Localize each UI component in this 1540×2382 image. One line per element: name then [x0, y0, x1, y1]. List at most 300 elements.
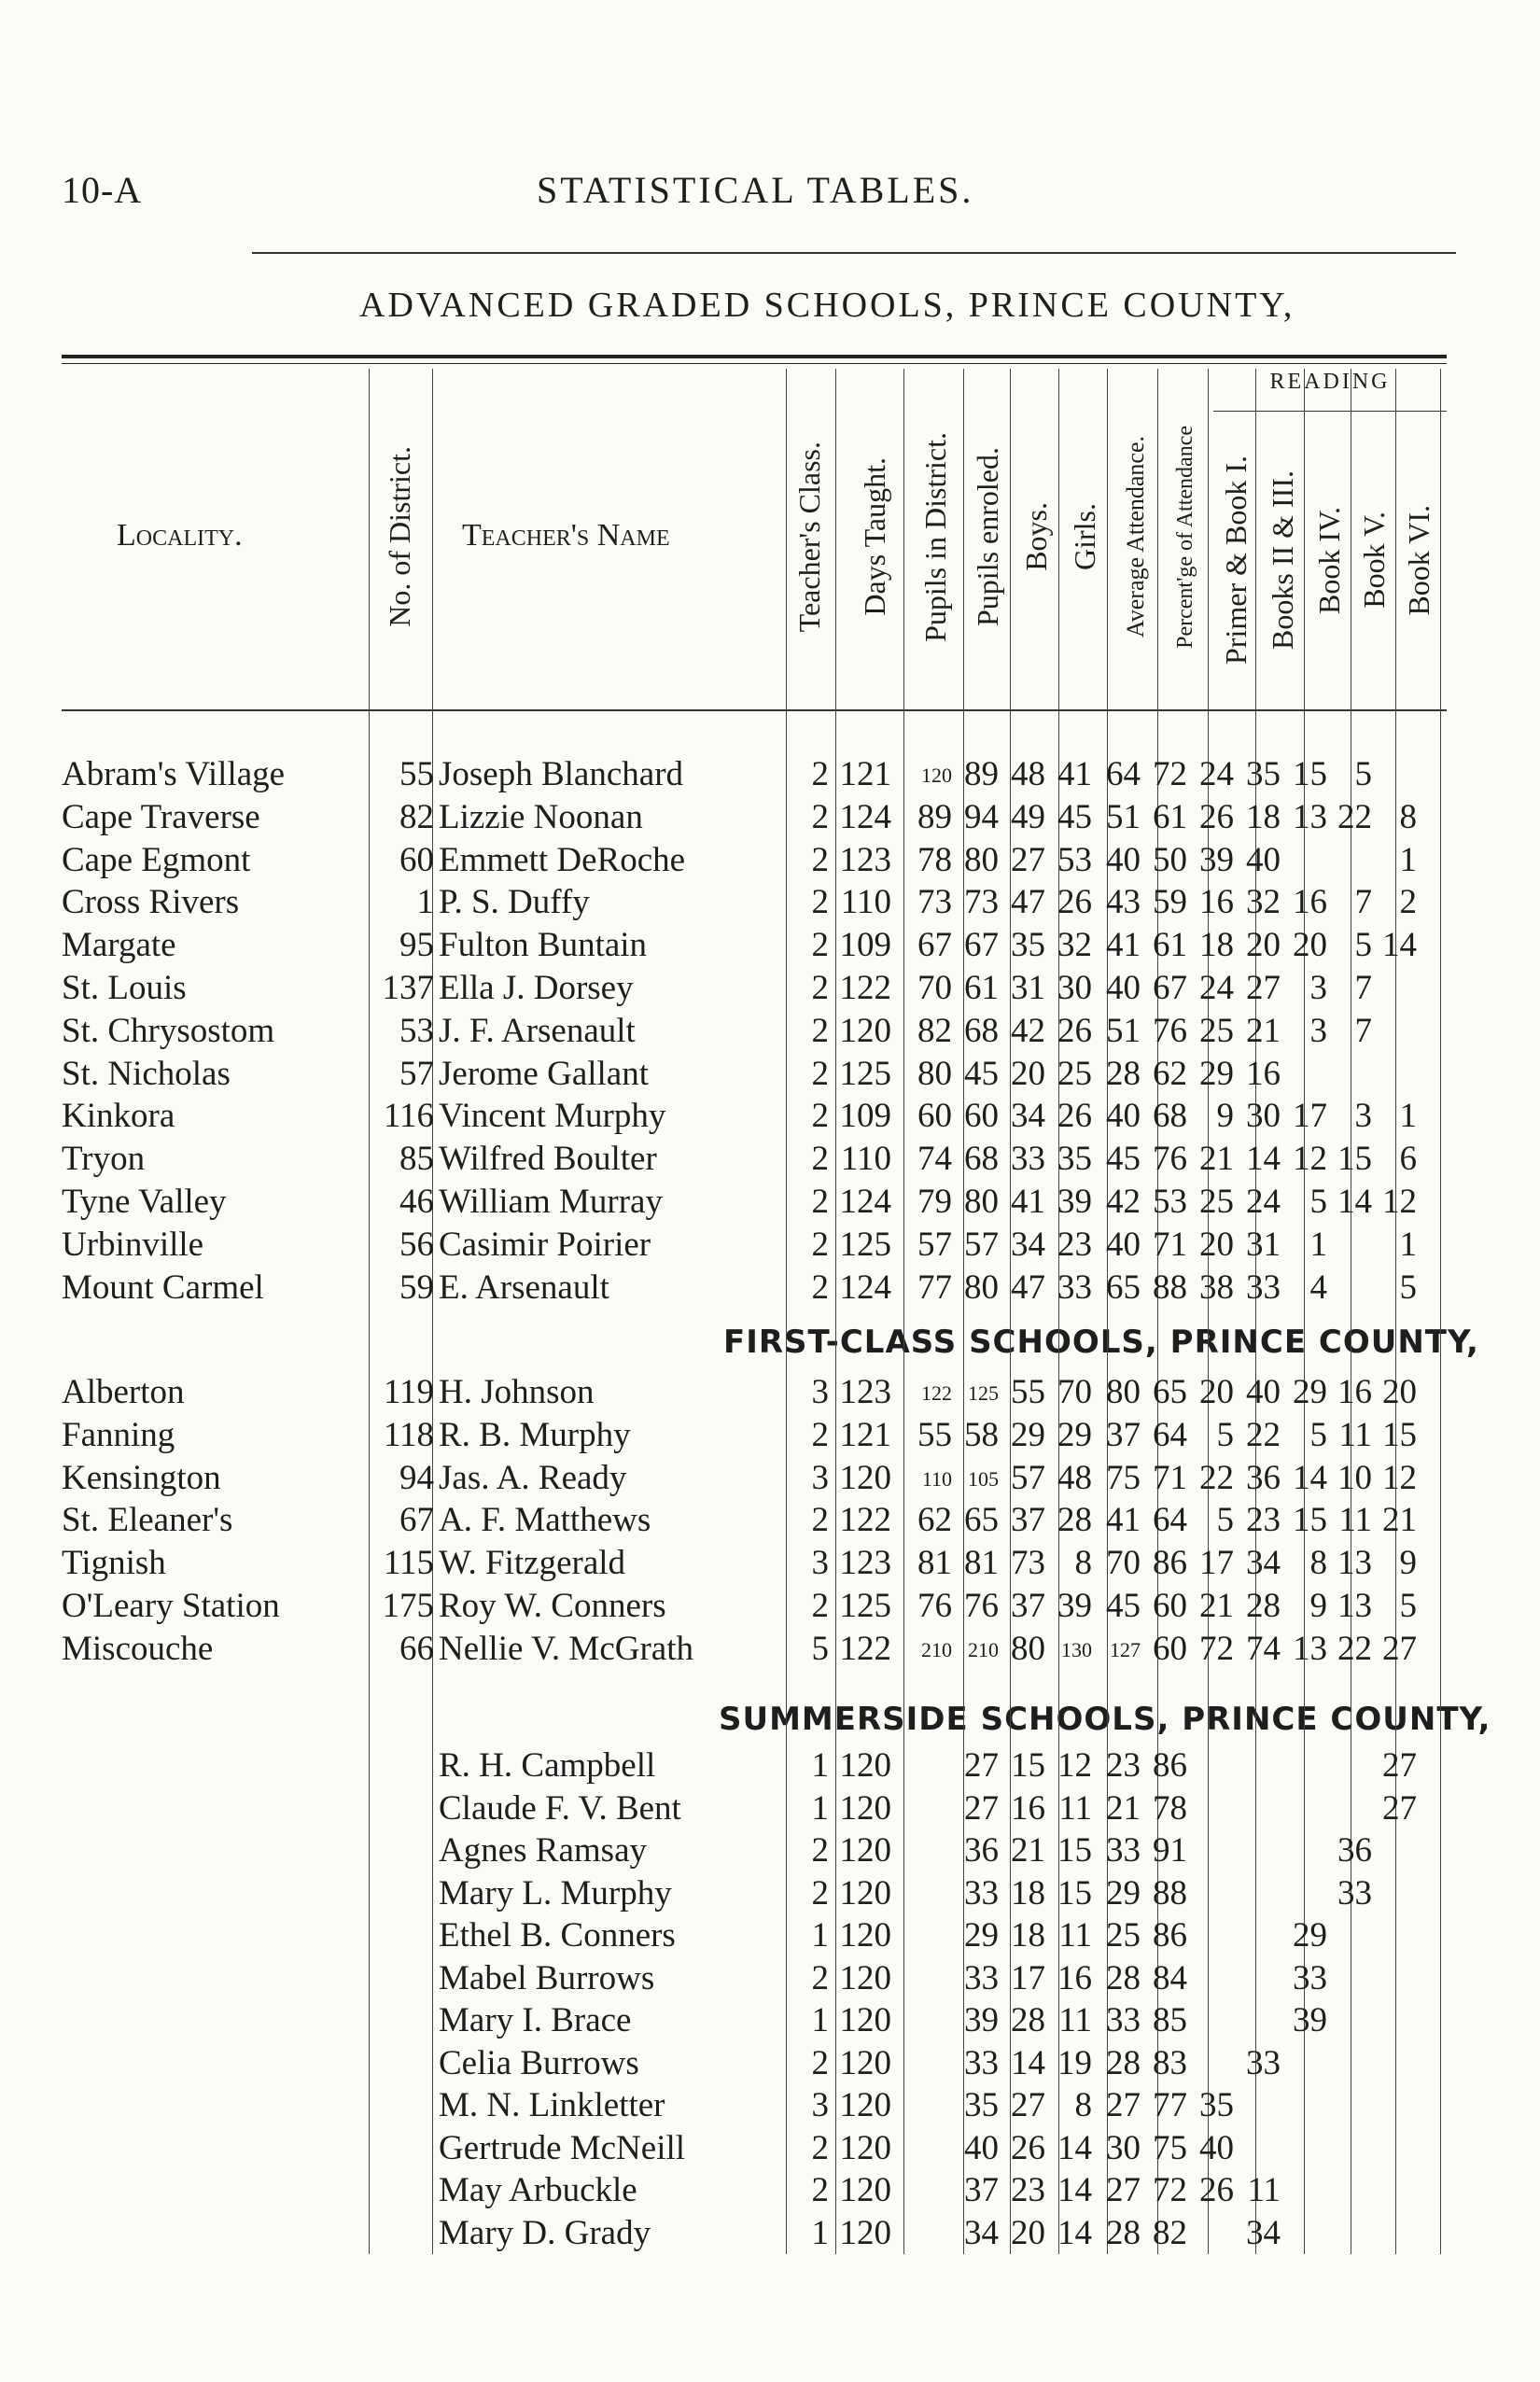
books-2-3-cell: 27	[1246, 969, 1281, 1007]
girls-cell: 14	[1057, 2128, 1092, 2167]
title-rule	[252, 252, 1456, 254]
average-attendance-cell: 41	[1106, 926, 1141, 965]
boys-cell: 14	[1011, 2043, 1045, 2082]
percentage-attendance-cell: 85	[1153, 2001, 1187, 2039]
pupils-enrolled-cell: 37	[964, 2171, 999, 2209]
average-attendance-cell: 43	[1106, 883, 1141, 922]
locality-cell: Cross Rivers	[62, 883, 240, 922]
books-2-3-cell: 33	[1246, 2043, 1281, 2082]
pupils-enrolled-cell: 57	[964, 1225, 999, 1264]
district-cell: 56	[399, 1225, 434, 1264]
books-2-3-cell: 35	[1246, 755, 1281, 793]
teacher-name-cell: R. B. Murphy	[439, 1415, 631, 1454]
average-attendance-cell: 70	[1106, 1544, 1141, 1583]
pupils-in-district-cell: 210	[921, 1637, 952, 1661]
average-attendance-cell: 45	[1106, 1140, 1141, 1179]
books-2-3-cell: 34	[1246, 1544, 1281, 1583]
boys-cell: 20	[1011, 2213, 1045, 2252]
days-taught-cell: 120	[839, 2213, 891, 2252]
teacher-class-cell: 3	[811, 2086, 829, 2124]
pupils-enrolled-cell: 80	[964, 1183, 999, 1221]
days-taught-cell: 123	[839, 1373, 891, 1411]
pupils-in-district-cell: 110	[921, 1466, 952, 1491]
books-2-3-cell: 11	[1247, 2171, 1281, 2209]
girls-cell: 11	[1058, 1788, 1092, 1828]
girls-cell: 30	[1057, 969, 1092, 1007]
average-attendance-cell: 51	[1106, 797, 1141, 836]
boys-cell: 27	[1011, 840, 1045, 879]
table-row	[0, 1096, 1540, 1139]
table-row	[0, 1788, 1540, 1831]
book5-cell: 11	[1338, 1415, 1372, 1454]
days-taught-cell: 120	[839, 2001, 891, 2039]
table-row	[0, 882, 1540, 925]
locality-cell: Fanning	[62, 1415, 175, 1454]
teacher-name-cell: H. Johnson	[439, 1373, 595, 1411]
locality-cell: Tignish	[62, 1544, 166, 1583]
book4-cell: 39	[1293, 2001, 1327, 2039]
pupils-in-district-cell: 60	[917, 1097, 952, 1136]
teacher-name-cell: Nellie V. McGrath	[439, 1629, 694, 1668]
teacher-name-cell: Ethel B. Conners	[439, 1916, 676, 1955]
book5-cell: 36	[1337, 1831, 1372, 1870]
average-attendance-cell: 25	[1106, 1916, 1141, 1955]
girls-cell: 53	[1057, 840, 1092, 879]
teacher-name-cell: May Arbuckle	[439, 2171, 637, 2209]
average-attendance-cell: 80	[1106, 1373, 1141, 1411]
primer-book1-cell: 20	[1199, 1225, 1234, 1264]
teacher-class-cell: 2	[811, 1587, 829, 1625]
book4-cell: 8	[1309, 1544, 1327, 1583]
boys-cell: 15	[1011, 1746, 1045, 1785]
pupils-in-district-cell: 80	[917, 1054, 952, 1093]
district-cell: 119	[383, 1373, 434, 1411]
header-pupils-enrolled: Pupils enroled.	[970, 447, 1004, 626]
percentage-attendance-cell: 72	[1153, 2171, 1187, 2209]
teacher-name-cell: Jas. A. Ready	[439, 1458, 627, 1497]
primer-book1-cell: 25	[1199, 1011, 1234, 1050]
teacher-class-cell: 2	[811, 1415, 829, 1454]
locality-cell: St. Louis	[62, 969, 187, 1007]
average-attendance-cell: 23	[1106, 1746, 1141, 1785]
teacher-name-cell: J. F. Arsenault	[439, 1011, 636, 1050]
book6-cell: 14	[1382, 926, 1417, 965]
average-attendance-cell: 65	[1106, 1268, 1141, 1307]
table-row	[0, 1958, 1540, 2001]
header-district-no: No. of District.	[382, 446, 416, 627]
header-book6: Book VI.	[1401, 504, 1435, 616]
teacher-class-cell: 2	[811, 2043, 829, 2082]
table-row	[0, 2043, 1540, 2086]
book5-cell: 7	[1354, 883, 1372, 922]
header-reading: READING	[1269, 370, 1391, 394]
district-cell: 60	[399, 840, 434, 879]
percentage-attendance-cell: 75	[1153, 2128, 1187, 2167]
teacher-name-cell: William Murray	[439, 1183, 663, 1221]
days-taught-cell: 120	[839, 1746, 891, 1785]
pupils-enrolled-cell: 45	[964, 1054, 999, 1093]
pupils-enrolled-cell: 105	[968, 1466, 999, 1491]
boys-cell: 18	[1011, 1873, 1045, 1913]
primer-book1-cell: 40	[1199, 2128, 1234, 2167]
boys-cell: 26	[1011, 2128, 1045, 2167]
teacher-class-cell: 2	[811, 2128, 829, 2167]
average-attendance-cell: 37	[1106, 1415, 1141, 1454]
district-cell: 175	[382, 1587, 434, 1625]
girls-cell: 26	[1057, 1097, 1092, 1136]
primer-book1-cell: 24	[1199, 755, 1234, 793]
section-first-class: FIRST-CLASS SCHOOLS, PRINCE COUNTY,	[723, 1324, 1479, 1361]
girls-cell: 16	[1057, 1958, 1092, 1997]
average-attendance-cell: 40	[1106, 840, 1141, 879]
percentage-attendance-cell: 86	[1153, 1916, 1187, 1955]
locality-cell: Miscouche	[62, 1629, 214, 1668]
books-2-3-cell: 74	[1246, 1629, 1281, 1668]
book6-cell: 27	[1382, 1788, 1417, 1828]
books-2-3-cell: 40	[1246, 840, 1281, 879]
book5-cell: 13	[1337, 1544, 1372, 1583]
days-taught-cell: 121	[839, 755, 891, 793]
books-2-3-cell: 34	[1246, 2213, 1281, 2252]
days-taught-cell: 120	[839, 1916, 891, 1955]
days-taught-cell: 122	[839, 969, 891, 1007]
district-cell: 1	[416, 883, 434, 922]
teacher-class-cell: 3	[811, 1373, 829, 1411]
days-taught-cell: 124	[839, 1268, 891, 1307]
teacher-name-cell: Roy W. Conners	[439, 1587, 666, 1625]
table-row	[0, 1586, 1540, 1629]
girls-cell: 12	[1057, 1746, 1092, 1785]
book4-cell: 20	[1293, 926, 1327, 965]
district-cell: 53	[399, 1011, 434, 1050]
days-taught-cell: 109	[839, 926, 891, 965]
days-taught-cell: 120	[839, 1011, 891, 1050]
book6-cell: 20	[1382, 1373, 1417, 1411]
books-2-3-cell: 36	[1246, 1458, 1281, 1497]
locality-cell: Kensington	[62, 1458, 221, 1497]
girls-cell: 45	[1057, 797, 1092, 836]
teacher-name-cell: P. S. Duffy	[439, 883, 590, 922]
header-pupils-in-district: Pupils in District.	[918, 431, 952, 642]
pupils-enrolled-cell: 210	[968, 1637, 999, 1661]
pupils-in-district-cell: 120	[921, 764, 952, 787]
teacher-name-cell: Vincent Murphy	[439, 1097, 666, 1136]
teacher-class-cell: 2	[811, 1183, 829, 1221]
teacher-class-cell: 2	[811, 1140, 829, 1179]
teacher-class-cell: 2	[811, 1873, 829, 1913]
table-row	[0, 1139, 1540, 1182]
table-row	[0, 1458, 1540, 1501]
girls-cell: 26	[1057, 883, 1092, 922]
teacher-name-cell: A. F. Matthews	[439, 1501, 651, 1540]
percentage-attendance-cell: 76	[1153, 1140, 1187, 1179]
girls-cell: 70	[1057, 1373, 1092, 1411]
pupils-in-district-cell: 70	[917, 969, 952, 1007]
locality-cell: Abram's Village	[62, 755, 286, 793]
boys-cell: 47	[1011, 1268, 1045, 1307]
table-row	[0, 1054, 1540, 1097]
book4-cell: 29	[1293, 1916, 1327, 1955]
pupils-enrolled-cell: 73	[964, 883, 999, 922]
boys-cell: 35	[1011, 926, 1045, 965]
book4-cell: 17	[1293, 1097, 1327, 1136]
girls-cell: 11	[1058, 2001, 1092, 2039]
locality-cell: Alberton	[62, 1373, 185, 1411]
boys-cell: 34	[1011, 1097, 1045, 1136]
primer-book1-cell: 20	[1199, 1373, 1234, 1411]
average-attendance-cell: 75	[1106, 1458, 1141, 1497]
book6-cell: 21	[1382, 1501, 1417, 1540]
district-cell: 82	[399, 797, 434, 836]
book4-cell: 14	[1293, 1458, 1327, 1497]
pupils-in-district-cell: 122	[921, 1381, 952, 1405]
boys-cell: 23	[1011, 2171, 1045, 2209]
boys-cell: 37	[1011, 1501, 1045, 1540]
days-taught-cell: 121	[839, 1415, 891, 1454]
pupils-enrolled-cell: 36	[964, 1831, 999, 1870]
book5-cell: 22	[1337, 797, 1372, 836]
header-locality: Locality.	[117, 518, 243, 553]
teacher-class-cell: 1	[811, 1788, 829, 1828]
primer-book1-cell: 16	[1199, 883, 1234, 922]
book4-cell: 4	[1309, 1268, 1327, 1307]
days-taught-cell: 124	[839, 797, 891, 836]
locality-cell: Mount Carmel	[62, 1268, 264, 1307]
book5-cell: 3	[1354, 1097, 1372, 1136]
primer-book1-cell: 5	[1216, 1415, 1234, 1454]
average-attendance-cell: 28	[1106, 1054, 1141, 1093]
table-row	[0, 2128, 1540, 2171]
percentage-attendance-cell: 72	[1153, 755, 1187, 793]
percentage-attendance-cell: 65	[1153, 1373, 1187, 1411]
locality-cell: Tryon	[62, 1140, 146, 1179]
boys-cell: 37	[1011, 1587, 1045, 1625]
pupils-in-district-cell: 78	[917, 840, 952, 879]
teacher-class-cell: 2	[811, 1097, 829, 1136]
book6-cell: 1	[1399, 1097, 1417, 1136]
teacher-class-cell: 2	[811, 883, 829, 922]
teacher-class-cell: 2	[811, 797, 829, 836]
book4-cell: 9	[1309, 1587, 1327, 1625]
page-number: 10-A	[62, 169, 143, 211]
percentage-attendance-cell: 53	[1153, 1183, 1187, 1221]
pupils-enrolled-cell: 39	[964, 2001, 999, 2039]
books-2-3-cell: 23	[1246, 1501, 1281, 1540]
teacher-class-cell: 2	[811, 1958, 829, 1997]
teacher-name-cell: Ella J. Dorsey	[439, 969, 634, 1007]
teacher-name-cell: Wilfred Boulter	[439, 1140, 657, 1179]
percentage-attendance-cell: 50	[1153, 840, 1187, 879]
primer-book1-cell: 5	[1216, 1501, 1234, 1540]
table-row	[0, 840, 1540, 883]
table-row	[0, 1830, 1540, 1873]
girls-cell: 39	[1057, 1587, 1092, 1625]
book5-cell: 14	[1337, 1183, 1372, 1221]
reading-rule	[1213, 411, 1447, 412]
book6-cell: 5	[1399, 1268, 1417, 1307]
book6-cell: 27	[1382, 1746, 1417, 1785]
girls-cell: 26	[1057, 1011, 1092, 1050]
percentage-attendance-cell: 78	[1153, 1788, 1187, 1828]
book4-cell: 12	[1293, 1140, 1327, 1179]
pupils-enrolled-cell: 65	[964, 1501, 999, 1540]
percentage-attendance-cell: 86	[1153, 1544, 1187, 1583]
district-cell: 118	[383, 1415, 434, 1454]
boys-cell: 55	[1011, 1373, 1045, 1411]
primer-book1-cell: 72	[1199, 1629, 1234, 1668]
book5-cell: 15	[1337, 1140, 1372, 1179]
boys-cell: 31	[1011, 969, 1045, 1007]
percentage-attendance-cell: 62	[1153, 1054, 1187, 1093]
teacher-name-cell: E. Arsenault	[439, 1268, 609, 1307]
average-attendance-cell: 27	[1106, 2171, 1141, 2209]
table-row	[0, 1745, 1540, 1788]
teacher-name-cell: Agnes Ramsay	[439, 1831, 647, 1870]
book6-cell: 6	[1399, 1140, 1417, 1179]
primer-book1-cell: 35	[1199, 2086, 1234, 2124]
girls-cell: 130	[1061, 1637, 1092, 1661]
pupils-enrolled-cell: 58	[964, 1415, 999, 1454]
pupils-in-district-cell: 73	[917, 883, 952, 922]
district-cell: 94	[399, 1458, 434, 1497]
average-attendance-cell: 40	[1106, 1225, 1141, 1264]
book5-cell: 16	[1337, 1373, 1372, 1411]
primer-book1-cell: 18	[1199, 926, 1234, 965]
average-attendance-cell: 21	[1106, 1788, 1141, 1828]
book4-cell: 5	[1309, 1183, 1327, 1221]
teacher-name-cell: Mabel Burrows	[439, 1958, 655, 1997]
teacher-class-cell: 2	[811, 2171, 829, 2209]
primer-book1-cell: 17	[1199, 1544, 1234, 1583]
book4-cell: 15	[1293, 1501, 1327, 1540]
boys-cell: 29	[1011, 1415, 1045, 1454]
girls-cell: 28	[1057, 1501, 1092, 1540]
days-taught-cell: 109	[839, 1097, 891, 1136]
pupils-enrolled-cell: 34	[964, 2213, 999, 2252]
table-row	[0, 1182, 1540, 1225]
book6-cell: 12	[1382, 1183, 1417, 1221]
primer-book1-cell: 9	[1216, 1097, 1234, 1136]
boys-cell: 28	[1011, 2001, 1045, 2039]
percentage-attendance-cell: 60	[1153, 1629, 1187, 1668]
book6-cell: 15	[1382, 1415, 1417, 1454]
book4-cell: 13	[1293, 1629, 1327, 1668]
district-cell: 116	[383, 1097, 434, 1136]
teacher-class-cell: 2	[811, 1225, 829, 1264]
books-2-3-cell: 31	[1246, 1225, 1281, 1264]
girls-cell: 15	[1057, 1831, 1092, 1870]
teacher-class-cell: 2	[811, 840, 829, 879]
boys-cell: 33	[1011, 1140, 1045, 1179]
book5-cell: 5	[1354, 755, 1372, 793]
primer-book1-cell: 39	[1199, 840, 1234, 879]
teacher-class-cell: 2	[811, 1268, 829, 1307]
pupils-enrolled-cell: 29	[964, 1916, 999, 1955]
teacher-name-cell: Casimir Poirier	[439, 1225, 651, 1264]
header-book5: Book V.	[1356, 511, 1391, 609]
books-2-3-cell: 30	[1246, 1097, 1281, 1136]
books-2-3-cell: 18	[1246, 797, 1281, 836]
days-taught-cell: 123	[839, 1544, 891, 1583]
girls-cell: 33	[1057, 1268, 1092, 1307]
header-bottom-rule	[62, 709, 1447, 711]
primer-book1-cell: 26	[1199, 797, 1234, 836]
locality-cell: Urbinville	[62, 1225, 204, 1264]
girls-cell: 25	[1057, 1054, 1092, 1093]
locality-cell: St. Eleaner's	[62, 1501, 233, 1540]
average-attendance-cell: 33	[1106, 1831, 1141, 1870]
book5-cell: 5	[1354, 926, 1372, 965]
pupils-enrolled-cell: 125	[968, 1381, 999, 1405]
average-attendance-cell: 64	[1106, 755, 1141, 793]
teacher-class-cell: 1	[811, 1916, 829, 1955]
percentage-attendance-cell: 86	[1153, 1746, 1187, 1785]
pupils-enrolled-cell: 33	[964, 1958, 999, 1997]
days-taught-cell: 123	[839, 840, 891, 879]
pupils-in-district-cell: 57	[917, 1225, 952, 1264]
book6-cell: 1	[1399, 1225, 1417, 1264]
header-books-2-3: Books II & III.	[1265, 470, 1299, 650]
primer-book1-cell: 29	[1199, 1054, 1234, 1093]
table-row	[0, 1629, 1540, 1672]
boys-cell: 21	[1011, 1831, 1045, 1870]
teacher-name-cell: R. H. Campbell	[439, 1746, 656, 1785]
teacher-class-cell: 2	[811, 969, 829, 1007]
teacher-class-cell: 1	[811, 2001, 829, 2039]
days-taught-cell: 122	[839, 1629, 891, 1668]
teacher-name-cell: Mary D. Grady	[439, 2213, 651, 2252]
table-row	[0, 1011, 1540, 1054]
percentage-attendance-cell: 60	[1153, 1587, 1187, 1625]
locality-cell: O'Leary Station	[62, 1587, 280, 1625]
pupils-in-district-cell: 82	[917, 1011, 952, 1050]
teacher-class-cell: 1	[811, 2213, 829, 2252]
average-attendance-cell: 33	[1106, 2001, 1141, 2039]
boys-cell: 48	[1011, 755, 1045, 793]
book4-cell: 13	[1293, 797, 1327, 836]
pupils-enrolled-cell: 33	[964, 2043, 999, 2082]
table-row	[0, 1873, 1540, 1916]
percentage-attendance-cell: 83	[1153, 2043, 1187, 2082]
book4-cell: 33	[1293, 1958, 1327, 1997]
pupils-enrolled-cell: 80	[964, 1268, 999, 1307]
district-cell: 137	[382, 969, 434, 1007]
books-2-3-cell: 28	[1246, 1587, 1281, 1625]
teacher-name-cell: Joseph Blanchard	[439, 755, 684, 793]
district-cell: 95	[399, 926, 434, 965]
pupils-in-district-cell: 81	[917, 1544, 952, 1583]
teacher-class-cell: 2	[811, 1054, 829, 1093]
books-2-3-cell: 14	[1246, 1140, 1281, 1179]
books-2-3-cell: 21	[1246, 1011, 1281, 1050]
percentage-attendance-cell: 88	[1153, 1268, 1187, 1307]
district-cell: 115	[383, 1544, 434, 1583]
girls-cell: 35	[1057, 1140, 1092, 1179]
girls-cell: 29	[1057, 1415, 1092, 1454]
book4-cell: 3	[1309, 1011, 1327, 1050]
girls-cell: 48	[1057, 1458, 1092, 1497]
average-attendance-cell: 42	[1106, 1183, 1141, 1221]
header-boys: Boys.	[1018, 502, 1053, 571]
days-taught-cell: 120	[839, 1458, 891, 1497]
days-taught-cell: 120	[839, 2171, 891, 2209]
percentage-attendance-cell: 64	[1153, 1501, 1187, 1540]
book6-cell: 27	[1382, 1629, 1417, 1668]
pupils-enrolled-cell: 80	[964, 840, 999, 879]
days-taught-cell: 120	[839, 1831, 891, 1870]
average-attendance-cell: 40	[1106, 969, 1141, 1007]
average-attendance-cell: 30	[1106, 2128, 1141, 2167]
